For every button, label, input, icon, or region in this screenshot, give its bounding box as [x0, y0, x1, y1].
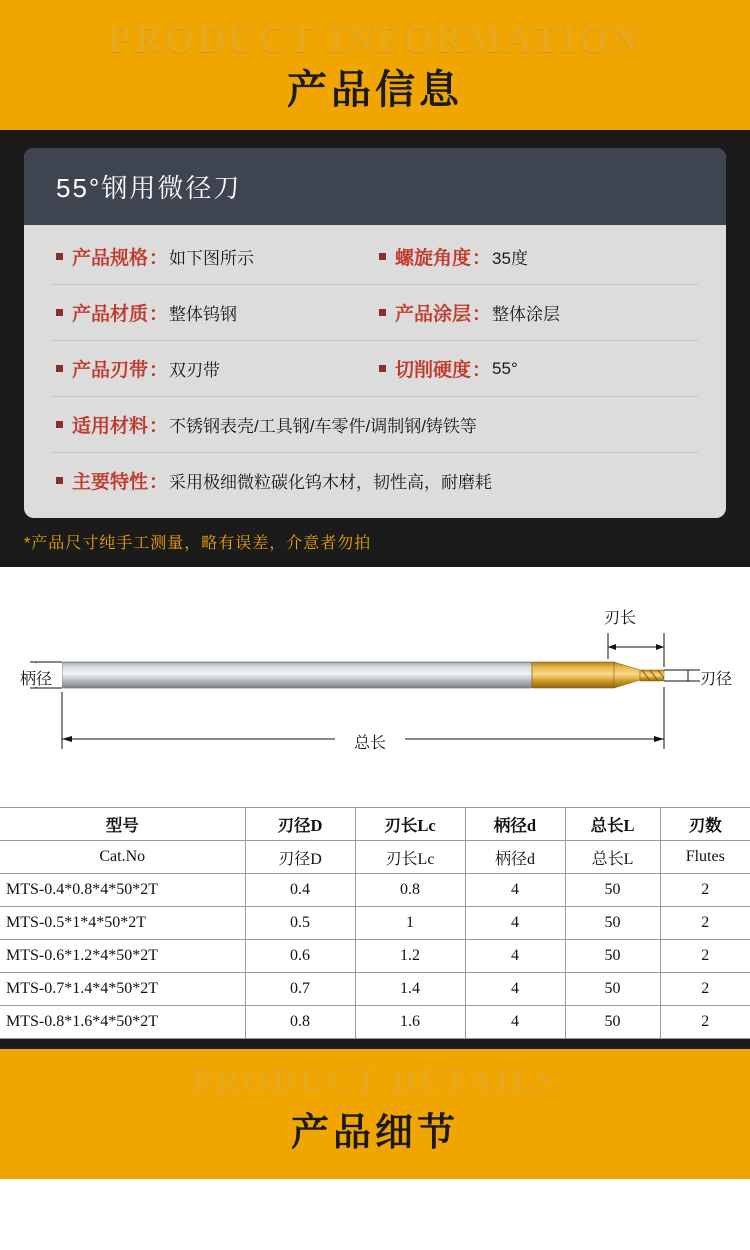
spec-value: 35度 [492, 249, 528, 268]
table-cell: 50 [565, 973, 660, 1006]
spec-colon: ： [149, 248, 169, 269]
bullet-icon [379, 365, 386, 372]
spec-value: 双刃带 [169, 361, 221, 380]
spec-colon: ： [472, 304, 492, 325]
table-cell: 4 [465, 874, 565, 907]
table-cell: 1 [355, 907, 465, 940]
table-row [0, 907, 750, 940]
table-header-cell: 刃长Lc [355, 808, 465, 841]
dim-arrow-total-left [62, 736, 72, 742]
table-cell: 1.4 [355, 973, 465, 1006]
table-row [0, 1006, 750, 1039]
table-header-row-en [0, 841, 750, 874]
spec-table [0, 807, 750, 1039]
table-cell: 50 [565, 907, 660, 940]
spec-colon: ： [472, 248, 492, 269]
spec-label: 适用材料 [72, 416, 149, 437]
table-header-cell: 型号 [0, 808, 245, 841]
table-cell: 50 [565, 874, 660, 907]
spec-card [24, 148, 726, 518]
dim-label-flute-length: 刃长 [604, 610, 637, 627]
table-cell: 0.5 [245, 907, 355, 940]
tool-taper [614, 662, 640, 688]
table-cell: 4 [465, 973, 565, 1006]
spec-body [24, 225, 726, 518]
spec-colon: ： [149, 304, 169, 325]
table-header-cell: 刃径D [245, 841, 355, 874]
spec-item-helix-angle [375, 229, 698, 284]
dim-arrow-total-right [654, 736, 664, 742]
tool-dimension-drawing [0, 567, 750, 807]
table-header-row-cn [0, 808, 750, 841]
spec-item-main-feature [52, 453, 706, 508]
table-header-cell: 刃数 [660, 808, 750, 841]
dim-label-total-length: 总长 [353, 735, 386, 752]
footer-ghost-text: PRODUCT DETAILS [191, 1063, 559, 1100]
spec-row [52, 341, 698, 397]
dim-arrow-flute-left [608, 644, 616, 650]
bullet-icon [379, 253, 386, 260]
table-cell: 2 [660, 973, 750, 1006]
bullet-icon [56, 253, 63, 260]
table-header-cell: 刃长Lc [355, 841, 465, 874]
table-header-cell: 总长L [565, 841, 660, 874]
header-banner [0, 0, 750, 130]
bullet-icon [56, 365, 63, 372]
spec-label: 螺旋角度 [395, 248, 472, 269]
spec-label: 切削硬度 [395, 360, 472, 381]
table-cell: 50 [565, 1006, 660, 1039]
table-cell-model: MTS-0.6*1.2*4*50*2T [0, 940, 245, 973]
table-row [0, 940, 750, 973]
table-cell-model: MTS-0.4*0.8*4*50*2T [0, 874, 245, 907]
spec-section [0, 130, 750, 567]
table-cell: 2 [660, 874, 750, 907]
table-row [0, 874, 750, 907]
table-header-cell: Cat.No [0, 841, 245, 874]
spec-value: 整体钨钢 [169, 305, 238, 324]
header-ghost-text: PRODUCT INFORMATION [108, 19, 642, 61]
spec-value: 55° [492, 358, 518, 378]
spec-label: 产品材质 [72, 304, 149, 325]
spec-item-hardness [375, 341, 698, 396]
spec-table-wrap [0, 807, 750, 1039]
spec-item-coating [375, 285, 698, 340]
spec-colon: ： [149, 360, 169, 381]
table-header-cell: 总长L [565, 808, 660, 841]
bullet-icon [56, 477, 63, 484]
spec-value: 整体涂层 [492, 305, 561, 324]
divider-strip [0, 1039, 750, 1049]
table-cell: 0.8 [355, 874, 465, 907]
spec-value: 如下图所示 [169, 249, 255, 268]
table-cell: 50 [565, 940, 660, 973]
spec-colon: ： [149, 472, 169, 493]
spec-item-material [52, 285, 375, 340]
table-cell: 4 [465, 940, 565, 973]
table-cell: 1.2 [355, 940, 465, 973]
table-header-cell: 刃径D [245, 808, 355, 841]
bullet-icon [56, 421, 63, 428]
spec-colon: ： [149, 416, 169, 437]
table-cell: 0.6 [245, 940, 355, 973]
table-cell: 4 [465, 907, 565, 940]
spec-label: 产品涂层 [395, 304, 472, 325]
table-cell: 2 [660, 940, 750, 973]
drawing-svg [0, 567, 750, 807]
table-cell: 2 [660, 907, 750, 940]
table-cell-model: MTS-0.5*1*4*50*2T [0, 907, 245, 940]
measurement-note: *产品尺寸纯手工测量，略有误差，介意者勿拍 [24, 535, 372, 552]
table-cell: 1.6 [355, 1006, 465, 1039]
table-cell: 0.4 [245, 874, 355, 907]
spec-item-applicable-material [52, 397, 706, 452]
table-cell: 4 [465, 1006, 565, 1039]
table-header-cell: 柄径d [465, 841, 565, 874]
table-cell: 0.8 [245, 1006, 355, 1039]
spec-row [52, 285, 698, 341]
table-cell-model: MTS-0.8*1.6*4*50*2T [0, 1006, 245, 1039]
table-cell-model: MTS-0.7*1.4*4*50*2T [0, 973, 245, 1006]
spec-item-margin [52, 341, 375, 396]
bullet-icon [379, 309, 386, 316]
spec-item-product-spec [52, 229, 375, 284]
spec-row [52, 229, 698, 285]
dim-label-cutting-diameter: 刃径 [700, 671, 733, 688]
spec-label: 产品规格 [72, 248, 149, 269]
spec-label: 主要特性 [72, 472, 149, 493]
table-cell: 2 [660, 1006, 750, 1039]
tool-shank-body [62, 662, 532, 688]
table-header-cell: Flutes [660, 841, 750, 874]
footer-title: 产品细节 [290, 1112, 459, 1154]
table-cell: 0.7 [245, 973, 355, 1006]
spec-label: 产品刃带 [72, 360, 149, 381]
footer-banner [0, 1049, 750, 1179]
dim-arrow-flute-right [656, 644, 664, 650]
spec-value: 采用极细微粒碳化钨木材，韧性高，耐磨耗 [169, 473, 493, 492]
dim-label-shank-diameter: 柄径 [19, 671, 52, 688]
bullet-icon [56, 309, 63, 316]
spec-card-title: 55°钢用微径刀 [24, 148, 726, 225]
page-title: 产品信息 [287, 68, 463, 112]
spec-colon: ： [472, 360, 492, 381]
table-row [0, 973, 750, 1006]
spec-row [52, 397, 698, 453]
spec-value: 不锈钢表壳/工具钢/车零件/调制钢/铸铁等 [169, 417, 477, 436]
spec-row [52, 453, 698, 508]
tool-coated-section [532, 662, 614, 688]
table-header-cell: 柄径d [465, 808, 565, 841]
